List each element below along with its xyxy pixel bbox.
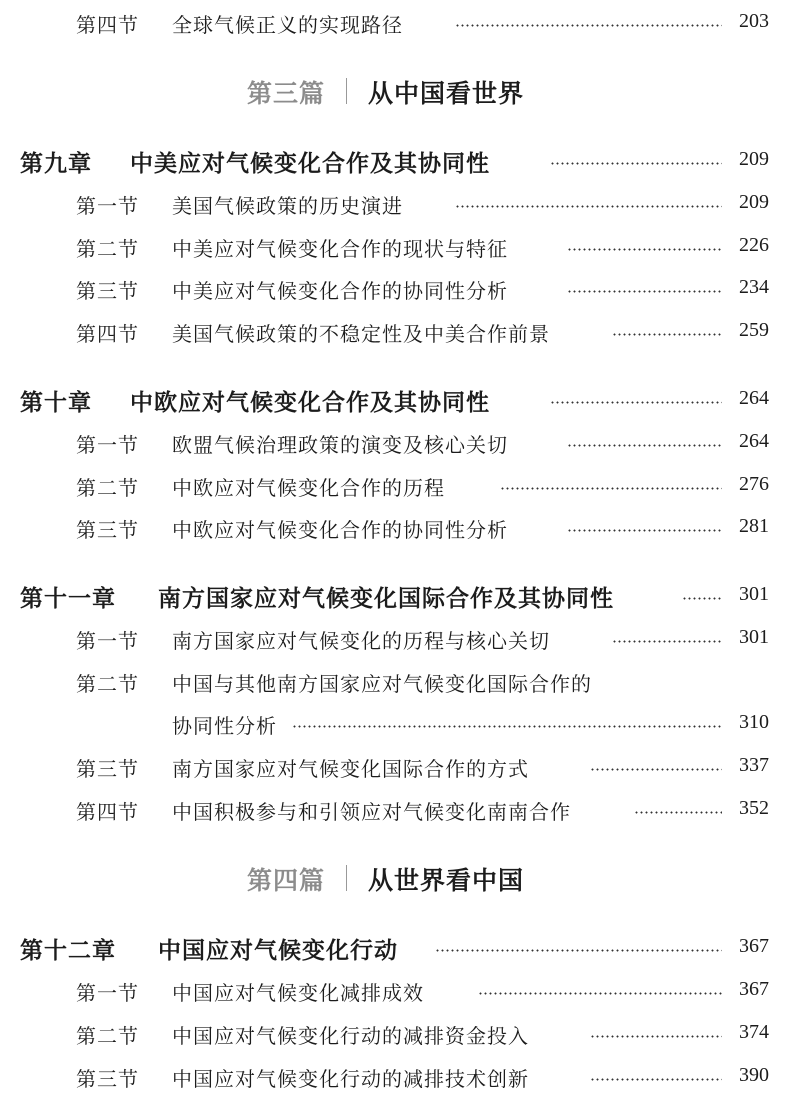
- page-number: 390: [739, 1064, 769, 1086]
- toc-section-entry[interactable]: [0, 270, 787, 304]
- section-label: 第二节: [76, 237, 139, 261]
- dot-leader: [435, 949, 722, 952]
- dot-leader: [550, 162, 722, 165]
- toc-section-entry[interactable]: [0, 791, 787, 825]
- section-title: 中国应对气候变化行动的减排资金投入: [172, 1024, 529, 1048]
- dot-leader: [590, 1035, 722, 1038]
- dot-leader: [455, 205, 722, 208]
- dot-leader: [567, 444, 722, 447]
- section-label: 第三节: [76, 279, 139, 303]
- section-title: 中美应对气候变化合作的协同性分析: [172, 279, 508, 303]
- toc-section-entry[interactable]: [0, 509, 787, 543]
- section-title: 欧盟气候治理政策的演变及核心关切: [172, 433, 508, 457]
- section-title: 中欧应对气候变化合作的协同性分析: [172, 518, 508, 542]
- dot-leader: [590, 768, 722, 771]
- dot-leader: [634, 811, 722, 814]
- page-number: 264: [739, 430, 769, 452]
- section-label: 第一节: [76, 629, 139, 653]
- section-title: 中美应对气候变化合作的现状与特征: [172, 237, 508, 261]
- section-title: 美国气候政策的历史演进: [172, 194, 403, 218]
- page-number: 337: [739, 754, 769, 776]
- chapter-label: 第九章: [20, 150, 92, 177]
- chapter-label: 第十一章: [20, 585, 116, 612]
- page-number: 226: [739, 234, 769, 256]
- part-number: 第三篇: [247, 79, 326, 108]
- toc-chapter-entry[interactable]: [0, 929, 787, 963]
- dot-leader: [590, 1078, 722, 1081]
- toc-section-entry[interactable]: [0, 1058, 787, 1092]
- section-label: 第二节: [76, 476, 139, 500]
- toc-section-entry[interactable]: [0, 424, 787, 458]
- page-number: 281: [739, 515, 769, 537]
- section-title: 美国气候政策的不稳定性及中美合作前景: [172, 322, 550, 346]
- page-number: 367: [739, 978, 769, 1000]
- section-label: 第二节: [76, 672, 139, 696]
- dot-leader: [682, 597, 722, 600]
- section-title: 中欧应对气候变化合作的历程: [172, 476, 445, 500]
- dot-leader: [292, 725, 722, 728]
- section-title-continuation: 协同性分析: [172, 714, 277, 738]
- section-label: 第三节: [76, 1067, 139, 1091]
- section-label: 第四节: [76, 800, 139, 824]
- dot-leader: [612, 640, 722, 643]
- section-title: 中国应对气候变化行动的减排技术创新: [172, 1067, 529, 1091]
- toc-section-entry[interactable]: [0, 663, 787, 697]
- toc-section-entry[interactable]: [0, 620, 787, 654]
- chapter-title: 中美应对气候变化合作及其协同性: [130, 150, 490, 177]
- section-title: 南方国家应对气候变化国际合作的方式: [172, 757, 529, 781]
- page-number: 203: [739, 10, 769, 32]
- toc-section-entry[interactable]: [0, 1015, 787, 1049]
- page-number: 209: [739, 148, 769, 170]
- part-number: 第四篇: [247, 866, 326, 895]
- page-number: 276: [739, 473, 769, 495]
- page-number: 367: [739, 935, 769, 957]
- chapter-title: 南方国家应对气候变化国际合作及其协同性: [158, 585, 614, 612]
- section-label: 第四节: [76, 13, 139, 37]
- section-label: 第一节: [76, 433, 139, 457]
- section-label: 第三节: [76, 757, 139, 781]
- toc-section-entry-continuation[interactable]: [0, 705, 787, 739]
- toc-chapter-entry[interactable]: [0, 577, 787, 611]
- toc-chapter-entry[interactable]: [0, 142, 787, 176]
- chapter-title: 中国应对气候变化行动: [158, 937, 398, 964]
- section-label: 第一节: [76, 194, 139, 218]
- section-title: 中国应对气候变化减排成效: [172, 981, 424, 1005]
- part-heading: [0, 857, 787, 897]
- section-title: 南方国家应对气候变化的历程与核心关切: [172, 629, 550, 653]
- page-number: 259: [739, 319, 769, 341]
- page-number: 310: [739, 711, 769, 733]
- chapter-label: 第十二章: [20, 937, 116, 964]
- part-divider: [346, 865, 347, 891]
- page-number: 374: [739, 1021, 769, 1043]
- toc-section-entry[interactable]: [0, 313, 787, 347]
- section-label: 第一节: [76, 981, 139, 1005]
- chapter-label: 第十章: [20, 389, 92, 416]
- dot-leader: [612, 333, 722, 336]
- section-label: 第三节: [76, 518, 139, 542]
- dot-leader: [550, 401, 722, 404]
- toc-section-entry[interactable]: [0, 467, 787, 501]
- page-number: 209: [739, 191, 769, 213]
- section-label: 第四节: [76, 322, 139, 346]
- page-number: 301: [739, 626, 769, 648]
- toc-chapter-entry[interactable]: [0, 381, 787, 415]
- toc-section-entry[interactable]: [0, 748, 787, 782]
- dot-leader: [500, 487, 722, 490]
- section-title: 全球气候正义的实现路径: [172, 13, 403, 37]
- section-title: 中国积极参与和引领应对气候变化南南合作: [172, 800, 571, 824]
- toc-section-entry[interactable]: [0, 228, 787, 262]
- toc-section-entry[interactable]: [0, 4, 787, 38]
- toc-section-entry[interactable]: [0, 972, 787, 1006]
- section-title: 中国与其他南方国家应对气候变化国际合作的: [172, 672, 592, 696]
- chapter-title: 中欧应对气候变化合作及其协同性: [130, 389, 490, 416]
- page-number: 234: [739, 276, 769, 298]
- part-title: 从中国看世界: [368, 79, 525, 108]
- dot-leader: [567, 248, 722, 251]
- dot-leader: [478, 992, 722, 995]
- part-divider: [346, 78, 347, 104]
- toc-section-entry[interactable]: [0, 185, 787, 219]
- page-number: 264: [739, 387, 769, 409]
- page-number: 301: [739, 583, 769, 605]
- dot-leader: [455, 24, 722, 27]
- dot-leader: [567, 290, 722, 293]
- part-heading: [0, 70, 787, 110]
- part-title: 从世界看中国: [368, 866, 525, 895]
- section-label: 第二节: [76, 1024, 139, 1048]
- page-number: 352: [739, 797, 769, 819]
- dot-leader: [567, 529, 722, 532]
